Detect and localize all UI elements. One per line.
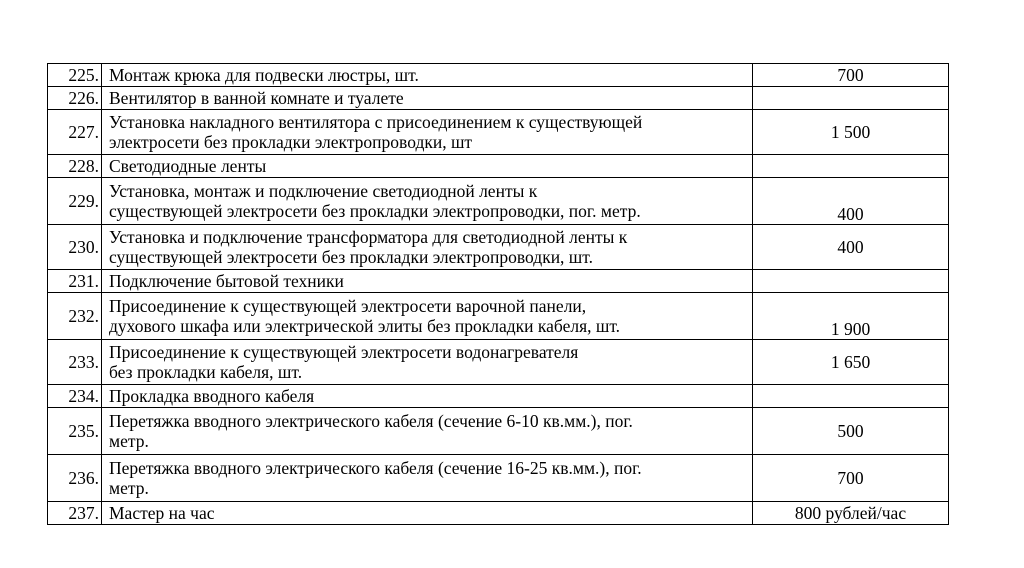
row-number: 227. [48, 110, 102, 155]
service-price: 700 [753, 455, 949, 502]
table-row [48, 408, 949, 455]
row-number: 234. [48, 385, 102, 408]
section-heading: Прокладка вводного кабеля [102, 385, 753, 408]
service-price: 400 [753, 178, 949, 225]
row-number: 229. [48, 178, 102, 225]
service-price: 500 [753, 408, 949, 455]
section-heading: Светодиодные ленты [102, 155, 753, 178]
service-description: Присоединение к существующей электросети водонагревателя без прокладки кабеля, шт. [102, 340, 753, 385]
row-number: 235. [48, 408, 102, 455]
service-price [753, 385, 949, 408]
service-description: Перетяжка вводного электрического кабеля (сечение 6-10 кв.мм.), пог. метр. [102, 408, 753, 455]
table-row [48, 178, 949, 225]
service-description: Присоединение к существующей электросети варочной панели, духового шкафа или электрической элиты без прокладки кабеля, шт. [102, 293, 753, 340]
table-row [48, 64, 949, 87]
service-price: 1 650 [753, 340, 949, 385]
table-row [48, 87, 949, 110]
row-number: 226. [48, 87, 102, 110]
service-price [753, 270, 949, 293]
table-row [48, 270, 949, 293]
row-number: 225. [48, 64, 102, 87]
section-heading: Подключение бытовой техники [102, 270, 753, 293]
row-number: 236. [48, 455, 102, 502]
service-description: Установка и подключение трансформатора для светодиодной ленты к существующей электросети без прокладки электропроводки, шт. [102, 225, 753, 270]
service-price [753, 155, 949, 178]
service-price: 700 [753, 64, 949, 87]
table-row [48, 225, 949, 270]
service-price [753, 87, 949, 110]
table-row [48, 385, 949, 408]
row-number: 233. [48, 340, 102, 385]
table-row [48, 155, 949, 178]
service-price: 1 900 [753, 293, 949, 340]
table-row [48, 293, 949, 340]
service-description: Монтаж крюка для подвески люстры, шт. [102, 64, 753, 87]
table-row [48, 110, 949, 155]
row-number: 228. [48, 155, 102, 178]
row-number: 237. [48, 502, 102, 525]
service-description: Установка накладного вентилятора с присоединением к существующей электросети без прокладки электропроводки, шт [102, 110, 753, 155]
table-row [48, 455, 949, 502]
service-description: Мастер на час [102, 502, 753, 525]
service-description: Перетяжка вводного электрического кабеля (сечение 16-25 кв.мм.), пог. метр. [102, 455, 753, 502]
table-row [48, 340, 949, 385]
table-row [48, 502, 949, 525]
service-price: 400 [753, 225, 949, 270]
service-description: Установка, монтаж и подключение светодиодной ленты к существующей электросети без прокладки электропроводки, пог. метр. [102, 178, 753, 225]
service-price: 800 рублей/час [753, 502, 949, 525]
service-price: 1 500 [753, 110, 949, 155]
row-number: 231. [48, 270, 102, 293]
section-heading: Вентилятор в ванной комнате и туалете [102, 87, 753, 110]
row-number: 232. [48, 293, 102, 340]
price-table [47, 63, 949, 525]
row-number: 230. [48, 225, 102, 270]
